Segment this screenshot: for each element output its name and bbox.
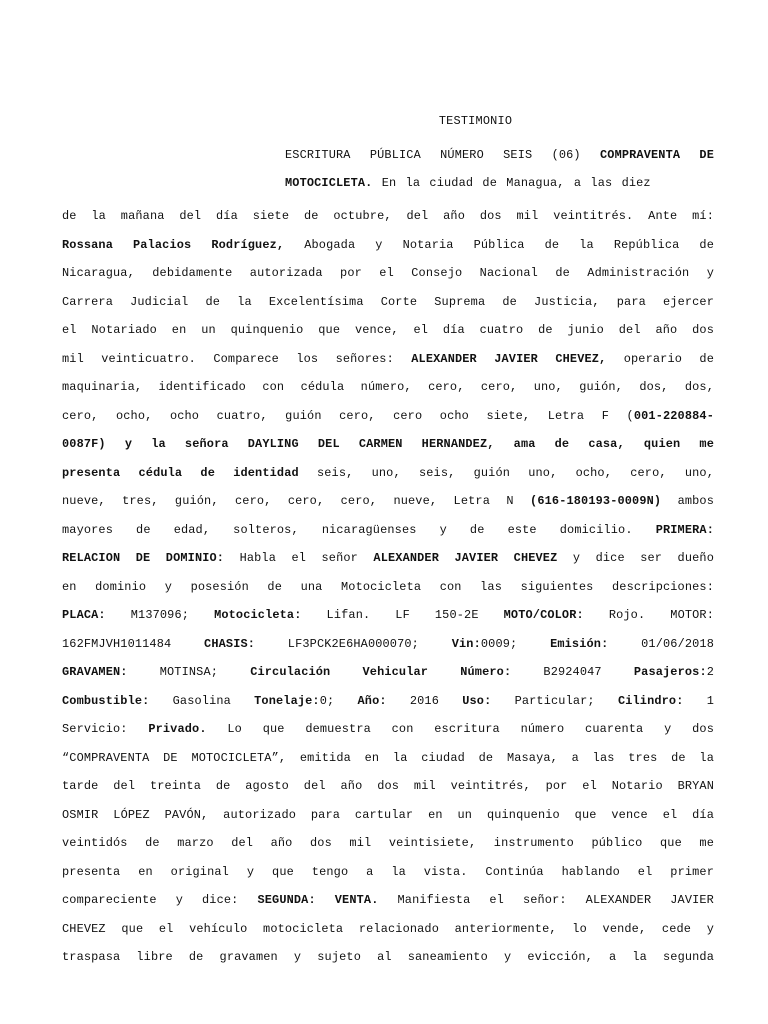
text-run: tarde del treinta de agosto del año dos mil veintitrés, por el Notario BRYAN bbox=[62, 779, 714, 793]
text-run: presenta en original y que tengo a la vista. Continúa hablando el primer bbox=[62, 865, 714, 879]
text-line bbox=[62, 521, 714, 539]
bold-text: Vin: bbox=[451, 637, 481, 651]
text-run: Particular; bbox=[491, 694, 618, 708]
bold-text: PRIMERA: bbox=[655, 523, 714, 537]
text-line bbox=[62, 777, 714, 795]
text-run: cero, ocho, ocho cuatro, guión cero, cero ocho siete, Letra F ( bbox=[62, 409, 634, 423]
text-line bbox=[62, 806, 714, 824]
text-run: ESCRITURA PÚBLICA NÚMERO SEIS (06) bbox=[285, 148, 600, 162]
text-line bbox=[285, 174, 695, 192]
text-run: CHEVEZ que el vehículo motocicleta relacionado anteriormente, lo vende, cede y bbox=[62, 922, 714, 936]
text-line bbox=[62, 863, 714, 881]
bold-text: (616-180193-0009N) bbox=[530, 494, 662, 508]
text-line bbox=[62, 578, 714, 596]
text-run: 1 bbox=[683, 694, 715, 708]
text-run: Gasolina bbox=[149, 694, 255, 708]
text-line bbox=[62, 492, 714, 510]
text-line bbox=[62, 236, 714, 254]
text-run: de la mañana del día siete de octubre, del año dos mil veintitrés. Ante mí: bbox=[62, 209, 714, 223]
text-run: maquinaria, identificado con cédula número, cero, cero, uno, guión, dos, dos, bbox=[62, 380, 714, 394]
text-run: compareciente y dice: bbox=[62, 893, 258, 907]
bold-text: GRAVAMEN: bbox=[62, 665, 128, 679]
text-line bbox=[62, 920, 714, 938]
text-run: 0009; bbox=[480, 637, 551, 651]
bold-text: ALEXANDER JAVIER CHEVEZ bbox=[373, 551, 558, 565]
text-run: Habla el señor bbox=[224, 551, 374, 565]
text-run: Manifiesta el señor: ALEXANDER JAVIER bbox=[378, 893, 714, 907]
bold-text: Rossana Palacios Rodríguez, bbox=[62, 238, 285, 252]
text-line bbox=[285, 146, 714, 164]
text-run: seis, uno, seis, guión uno, ocho, cero, uno, bbox=[298, 466, 714, 480]
text-run: MOTINSA; bbox=[127, 665, 251, 679]
text-line bbox=[62, 378, 714, 396]
bold-text: Cilindro: bbox=[617, 694, 684, 708]
text-line bbox=[62, 606, 714, 624]
bold-text: CHASIS: bbox=[204, 637, 256, 651]
bold-text: PLACA: bbox=[62, 608, 106, 622]
bold-text: Tonelaje: bbox=[254, 694, 320, 708]
text-run: operario de bbox=[606, 352, 714, 366]
text-run: Servicio: bbox=[62, 722, 149, 736]
text-run: y dice ser dueño bbox=[557, 551, 714, 565]
bold-text: 001-220884- bbox=[633, 409, 714, 423]
bold-text: Pasajeros: bbox=[633, 665, 707, 679]
text-run: traspasa libre de gravamen y sujeto al saneamiento y evicción, a la segunda bbox=[62, 950, 714, 964]
text-line bbox=[62, 635, 714, 653]
text-run: Lo que demuestra con escritura número cuarenta y dos bbox=[206, 722, 714, 736]
text-line bbox=[62, 692, 714, 710]
document-title: TESTIMONIO bbox=[438, 114, 513, 128]
bold-text: Privado. bbox=[148, 722, 207, 736]
text-line bbox=[62, 663, 714, 681]
text-run: Lifan. LF 150-2E bbox=[301, 608, 504, 622]
bold-text: MOTOCICLETA. bbox=[285, 176, 373, 190]
bold-text: Motocicleta: bbox=[214, 608, 302, 622]
bold-text: 0087F) y la señora DAYLING DEL CARMEN HERNANDEZ, ama de casa, quien me bbox=[62, 437, 714, 451]
bold-text: COMPRAVENTA DE bbox=[600, 148, 714, 162]
text-line bbox=[62, 321, 714, 339]
bold-text: Combustible: bbox=[62, 694, 150, 708]
text-run: ambos bbox=[661, 494, 715, 508]
text-run: 162FMJVH1011484 bbox=[62, 637, 205, 651]
text-run: B2924047 bbox=[511, 665, 634, 679]
text-run: Abogada y Notaria Pública de la República de bbox=[284, 238, 714, 252]
text-line bbox=[62, 834, 714, 852]
text-run: en dominio y posesión de una Motocicleta con las siguientes descripciones: bbox=[62, 580, 714, 594]
bold-text: Año: bbox=[357, 694, 387, 708]
text-line bbox=[62, 948, 714, 966]
bold-text: MOTO/COLOR: bbox=[503, 608, 584, 622]
text-run: mayores de edad, solteros, nicaragüenses y de este domicilio. bbox=[62, 523, 656, 537]
bold-text: Circulación Vehicular Número: bbox=[250, 665, 512, 679]
text-line bbox=[62, 435, 714, 453]
text-line bbox=[62, 464, 714, 482]
text-run: M137096; bbox=[105, 608, 215, 622]
text-line bbox=[62, 749, 714, 767]
text-line bbox=[62, 264, 714, 282]
text-run: veintidós de marzo del año dos mil veintisiete, instrumento público que me bbox=[62, 836, 714, 850]
bold-text: Uso: bbox=[462, 694, 492, 708]
text-run: 2 bbox=[706, 665, 715, 679]
bold-text: Emisión: bbox=[550, 637, 609, 651]
text-line bbox=[62, 891, 714, 909]
text-run: 2016 bbox=[386, 694, 463, 708]
text-line bbox=[62, 293, 714, 311]
text-run: Rojo. MOTOR: bbox=[583, 608, 715, 622]
text-run: Carrera Judicial de la Excelentísima Corte Suprema de Justicia, para ejercer bbox=[62, 295, 714, 309]
text-run: nueve, tres, guión, cero, cero, cero, nueve, Letra N bbox=[62, 494, 531, 508]
bold-text: presenta cédula de identidad bbox=[62, 466, 299, 480]
text-run: En la ciudad de Managua, a las diez bbox=[372, 176, 651, 190]
text-run: Nicaragua, debidamente autorizada por el Consejo Nacional de Administración y bbox=[62, 266, 714, 280]
bold-text: SEGUNDA: VENTA. bbox=[257, 893, 379, 907]
bold-text: ALEXANDER JAVIER CHEVEZ, bbox=[411, 352, 607, 366]
text-run: OSMIR LÓPEZ PAVÓN, autorizado para cartular en un quinquenio que vence el día bbox=[62, 808, 714, 822]
text-run: 0; bbox=[319, 694, 358, 708]
text-run: LF3PCK2E6HA000070; bbox=[255, 637, 452, 651]
text-run: mil veinticuatro. Comparece los señores: bbox=[62, 352, 412, 366]
text-run: 01/06/2018 bbox=[608, 637, 714, 651]
text-line bbox=[62, 407, 714, 425]
text-run: el Notariado en un quinquenio que vence, el día cuatro de junio del año dos bbox=[62, 323, 714, 337]
bold-text: RELACION DE DOMINIO: bbox=[62, 551, 225, 565]
text-line bbox=[62, 350, 714, 368]
text-line bbox=[62, 549, 714, 567]
text-run: “COMPRAVENTA DE MOTOCICLETA”, emitida en la ciudad de Masaya, a las tres de la bbox=[62, 751, 714, 765]
text-line bbox=[62, 207, 714, 225]
text-line bbox=[62, 720, 714, 738]
